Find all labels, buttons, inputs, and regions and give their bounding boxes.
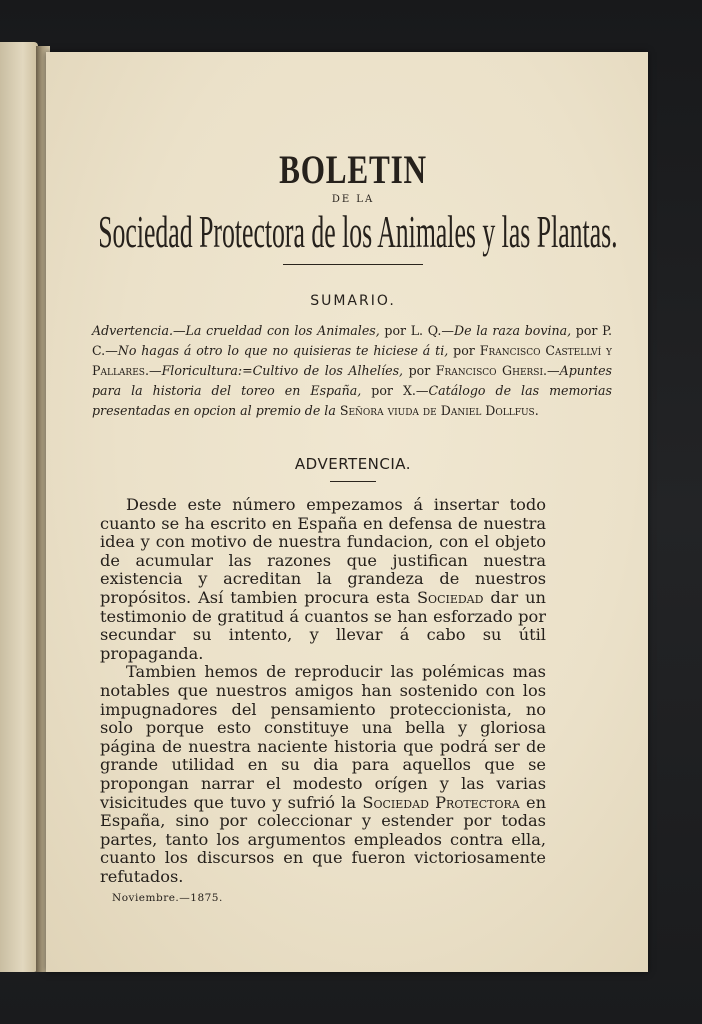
sumario-run: Floricultura:=Cultivo de los Alhelíes, [161,363,404,378]
sumario-run: Catálogo de las memorias presentadas en opcion al premio de la [92,383,613,418]
paragraph-2 [100,663,546,886]
sumario-text [92,321,612,421]
title-connector: DE LA [331,194,375,205]
sumario-run: De la raza bovina, [454,323,572,338]
advertencia-divider [330,481,376,482]
paragraph-2-run: Tambien hemos de reproducir las polémicas mas notables que nuestros amigos han sostenido con los impugnadores del pensamiento proteccionista, no solo porque esto constituye una bella y gloriosa página de nuestra naciente historia que podrá ser de grande utilidad en su dia para aquellos que se propongan narrar el modesto orígen y las varias visicitudes que tuvo y sufrió la [100,662,546,812]
paragraph-1-run: dar un testimonio de gratitud á cuantos se han esforzado por secundar su intento, y llevar á cabo su útil propaganda. [100,587,546,663]
sumario-heading: SUMARIO. [310,293,396,309]
sumario-run: Francisco Ghersi [435,363,544,378]
paragraph-1 [100,496,546,663]
page-subtitle: Sociedad Protectora de los Animales y las Plantas. [98,206,618,257]
paragraph-1-run: Sociedad [416,587,484,607]
date-line: Noviembre.—1875. [112,892,223,905]
advertencia-heading: ADVERTENCIA. [294,455,412,473]
title-divider [283,264,423,265]
left-page-edge [0,42,38,972]
advertencia-body [100,496,546,886]
sumario-run: por L. Q.— [379,323,455,338]
sumario-run: No hagas á otro lo que no quisieras te hiciese á ti, [117,343,449,358]
sumario-run: Señora viuda de Daniel Dollfus. [335,403,539,418]
sumario-run: por P. C.— [92,323,612,358]
sumario-run: .— [543,363,560,378]
sumario-run: Francisco Castellví y Pallares [92,343,612,378]
sumario-run: Advertencia.—La crueldad con los Animales, [92,323,380,338]
sumario-run: Apuntes para la historia del toreo en España, [92,363,612,398]
paragraph-2-run: en España, sino por coleccionar y estender por todas partes, tanto los argumentos empleados contra ella, cuanto los discursos en que fueron victoriosamente refutados. [100,792,546,886]
paragraph-1-run: Desde este número empezamos á insertar todo cuanto se ha escrito en España en defensa de nuestra idea y con motivo de nuestra fundacion, con el objeto de acumular las razones que justifican nuestra existencia y acreditan la grandeza de nuestros propósitos. Así tambien procura esta [100,495,546,607]
sumario-run: por X.— [361,383,429,398]
sumario-run: por [403,363,436,378]
sumario-run: .— [144,363,162,378]
printed-page [46,52,648,972]
page-title: BOLETIN [279,147,427,192]
sumario-run: por [448,343,480,358]
paragraph-2-run: Sociedad Protectora [362,792,520,812]
page-content [92,147,618,905]
